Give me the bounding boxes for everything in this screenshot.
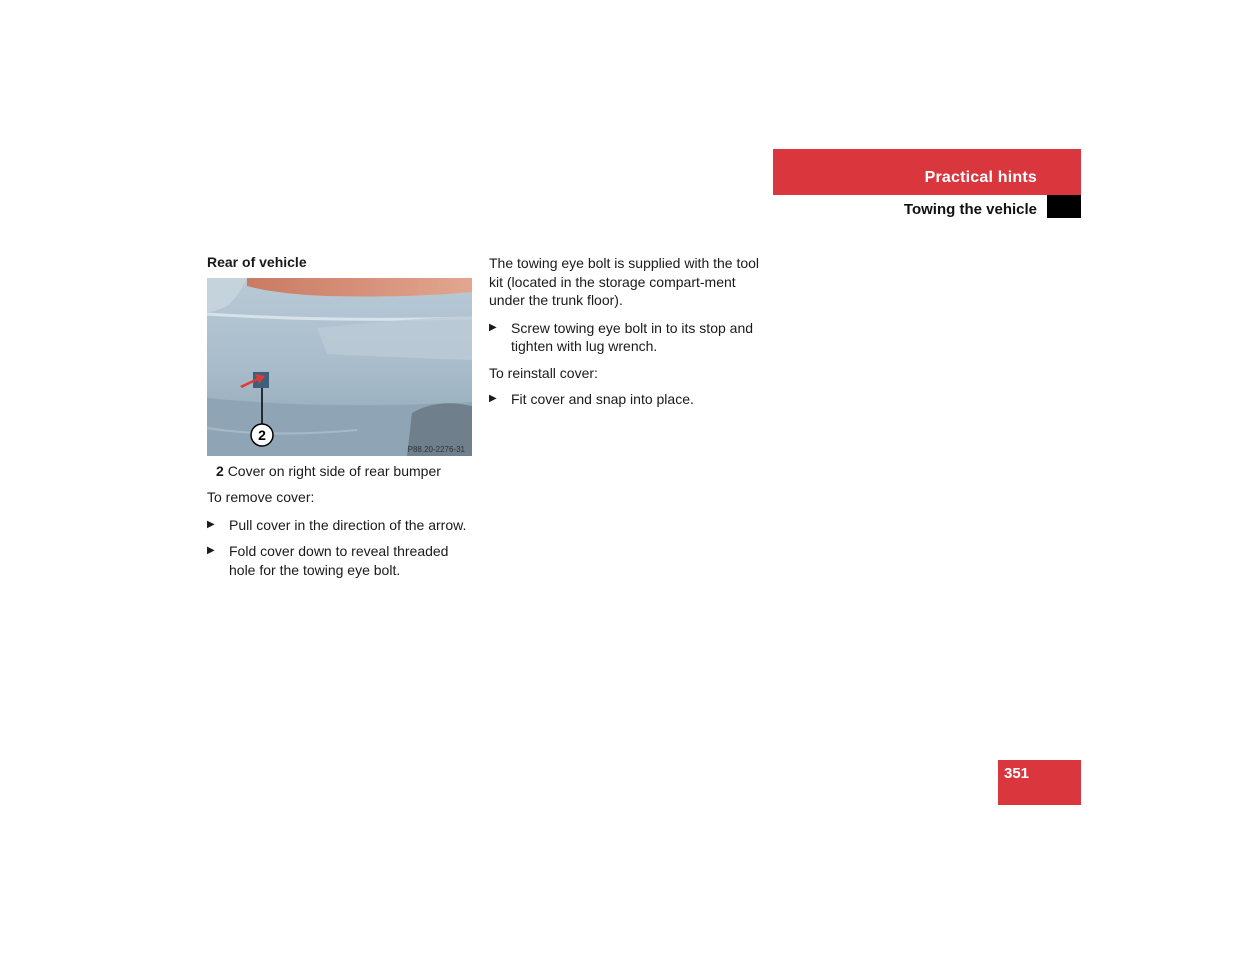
bullet-text: Pull cover in the direction of the arrow. bbox=[229, 516, 467, 533]
list-item bbox=[207, 516, 477, 535]
list-item bbox=[489, 390, 764, 409]
figure-code: P88.20-2276-31 bbox=[407, 445, 465, 454]
page-number-box bbox=[998, 760, 1081, 805]
reinstall-cover-intro: To reinstall cover: bbox=[489, 364, 598, 381]
bullet-triangle-icon: ▶ bbox=[489, 393, 497, 404]
bullet-triangle-icon: ▶ bbox=[207, 518, 215, 530]
figure-heading: Rear of vehicle bbox=[207, 254, 307, 270]
list-item bbox=[207, 542, 477, 579]
toolkit-paragraph: The towing eye bolt is supplied with the tool kit (located in the storage compart-ment under the trunk floor). bbox=[489, 255, 760, 308]
section-marker-block bbox=[1047, 195, 1081, 218]
bullet-triangle-icon: ▶ bbox=[489, 321, 497, 333]
bullet-triangle-icon: ▶ bbox=[207, 545, 215, 556]
left-column bbox=[207, 254, 477, 579]
bullet-text: Screw towing eye bolt in to its stop and tighten with lug wrench. bbox=[511, 319, 754, 354]
section-title: Practical hints bbox=[924, 169, 1037, 186]
rear-bumper-photo bbox=[207, 278, 472, 456]
caption-text: Cover on right side of rear bumper bbox=[227, 463, 441, 479]
section-header-bar bbox=[773, 149, 1081, 195]
list-item bbox=[489, 319, 764, 356]
callout-number: 2 bbox=[258, 427, 266, 443]
right-column bbox=[489, 254, 764, 409]
remove-cover-intro: To remove cover: bbox=[207, 489, 315, 505]
page-number: 351 bbox=[1004, 765, 1030, 782]
figure-caption bbox=[207, 462, 477, 480]
bullet-text: Fold cover down to reveal threaded hole for the towing eye bolt. bbox=[229, 543, 449, 578]
subsection-title: Towing the vehicle bbox=[903, 201, 1037, 218]
caption-number: 2 bbox=[216, 463, 224, 479]
rear-bumper-illustration bbox=[207, 278, 472, 456]
bullet-text: Fit cover and snap into place. bbox=[511, 391, 694, 407]
subsection-header bbox=[773, 195, 1081, 218]
